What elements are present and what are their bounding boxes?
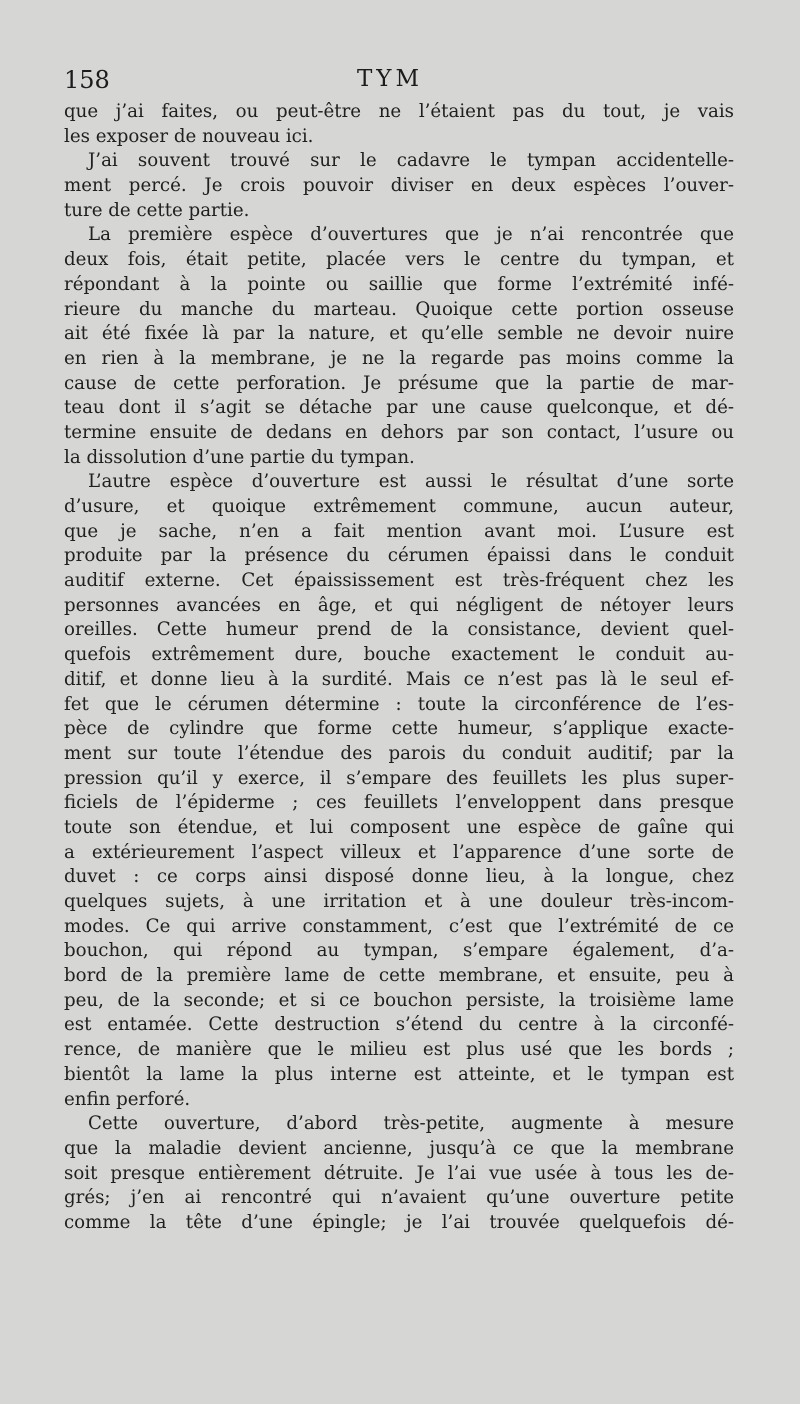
text-line: deux fois, était petite, placée vers le centre du tympan, et bbox=[64, 249, 734, 271]
text-line: bientôt la lame la plus interne est atteinte, et le tympan est bbox=[64, 1063, 734, 1085]
text-line: pèce de cylindre que forme cette humeur, s’applique exacte- bbox=[64, 718, 734, 740]
text-line: produite par la présence du cérumen épaissi dans le conduit bbox=[64, 545, 734, 567]
text-line: ture de cette partie. bbox=[64, 199, 250, 221]
text-line: les exposer de nouveau ici. bbox=[64, 125, 314, 147]
text-line: bouchon, qui répond au tympan, s’empare également, d’a- bbox=[64, 940, 734, 962]
text-line: L’autre espèce d’ouverture est aussi le résultat d’une sorte bbox=[88, 471, 734, 493]
text-line: oreilles. Cette humeur prend de la consistance, devient quel- bbox=[64, 619, 734, 641]
text-line: bord de la première lame de cette membrane, et ensuite, peu à bbox=[64, 965, 734, 987]
text-line: est entamée. Cette destruction s’étend du centre à la circonfé- bbox=[64, 1014, 734, 1036]
text-line: soit presque entièrement détruite. Je l’ai vue usée à tous les de- bbox=[64, 1162, 734, 1184]
text-line: quefois extrêmement dure, bouche exactement le conduit au- bbox=[64, 644, 734, 666]
text-line: Cette ouverture, d’abord très-petite, augmente à mesure bbox=[88, 1113, 734, 1135]
text-line: a extérieurement l’aspect villeux et l’apparence d’une sorte de bbox=[64, 841, 734, 863]
body-text bbox=[64, 100, 734, 1236]
text-line: ait été fixée là par la nature, et qu’elle semble ne devoir nuire bbox=[64, 323, 734, 345]
text-line: que la maladie devient ancienne, jusqu’à ce que la membrane bbox=[64, 1137, 734, 1159]
text-line: ditif, et donne lieu à la surdité. Mais ce n’est pas là le seul ef- bbox=[64, 668, 734, 690]
text-line: grés; j’en ai rencontré qui n’avaient qu’une ouverture petite bbox=[64, 1187, 734, 1209]
text-line: J’ai souvent trouvé sur le cadavre le tympan accidentelle- bbox=[88, 150, 734, 172]
text-line: duvet : ce corps ainsi disposé donne lieu, à la longue, chez bbox=[64, 866, 734, 888]
text-line: ment sur toute l’étendue des parois du conduit auditif; par la bbox=[64, 742, 734, 764]
text-line: ficiels de l’épiderme ; ces feuillets l’enveloppent dans presque bbox=[64, 792, 734, 814]
text-line: rence, de manière que le milieu est plus usé que les bords ; bbox=[64, 1039, 734, 1061]
text-line: en rien à la membrane, je ne la regarde pas moins comme la bbox=[64, 347, 734, 369]
text-line: toute son étendue, et lui composent une espèce de gaîne qui bbox=[64, 816, 734, 838]
text-line: d’usure, et quoique extrêmement commune, aucun auteur, bbox=[64, 496, 734, 517]
text-line: pression qu’il y exerce, il s’empare des feuillets les plus super- bbox=[64, 767, 734, 789]
text-line: enfin perforé. bbox=[64, 1088, 191, 1110]
text-line: rieure du manche du marteau. Quoique cette portion osseuse bbox=[64, 298, 734, 320]
page-header bbox=[40, 66, 740, 96]
text-line: répondant à la pointe ou saillie que forme l’extrémité infé- bbox=[64, 273, 734, 295]
page-number: 158 bbox=[64, 66, 110, 94]
text-line: que je sache, n’en a fait mention avant moi. L’usure est bbox=[64, 520, 734, 542]
text-line: La première espèce d’ouvertures que je n’ai rencontrée que bbox=[88, 224, 734, 246]
text-line: quelques sujets, à une irritation et à une douleur très-incom- bbox=[64, 891, 734, 912]
text-line: auditif externe. Cet épaississement est très-fréquent chez les bbox=[64, 570, 734, 592]
text-line: la dissolution d’une partie du tympan. bbox=[64, 446, 415, 468]
text-line: peu, de la seconde; et si ce bouchon persiste, la troisième lame bbox=[64, 989, 734, 1011]
text-line: fet que le cérumen détermine : toute la circonférence de l’es- bbox=[64, 693, 734, 715]
text-line: personnes avancées en âge, et qui négligent de nétoyer leurs bbox=[64, 594, 734, 616]
text-line: que j’ai faites, ou peut-être ne l’étaient pas du tout, je vais bbox=[64, 101, 734, 122]
text-line: ment percé. Je crois pouvoir diviser en deux espèces l’ouver- bbox=[64, 175, 734, 197]
text-line: comme la tête d’une épingle; je l’ai trouvée quelquefois dé- bbox=[64, 1211, 734, 1233]
text-line: modes. Ce qui arrive constamment, c’est que l’extrémité de ce bbox=[64, 915, 734, 937]
text-line: teau dont il s’agit se détache par une cause quelconque, et dé- bbox=[64, 397, 734, 419]
text-line: cause de cette perforation. Je présume que la partie de mar- bbox=[64, 372, 734, 394]
running-head: TYM bbox=[356, 66, 424, 92]
text-line: termine ensuite de dedans en dehors par son contact, l’usure ou bbox=[64, 421, 734, 443]
